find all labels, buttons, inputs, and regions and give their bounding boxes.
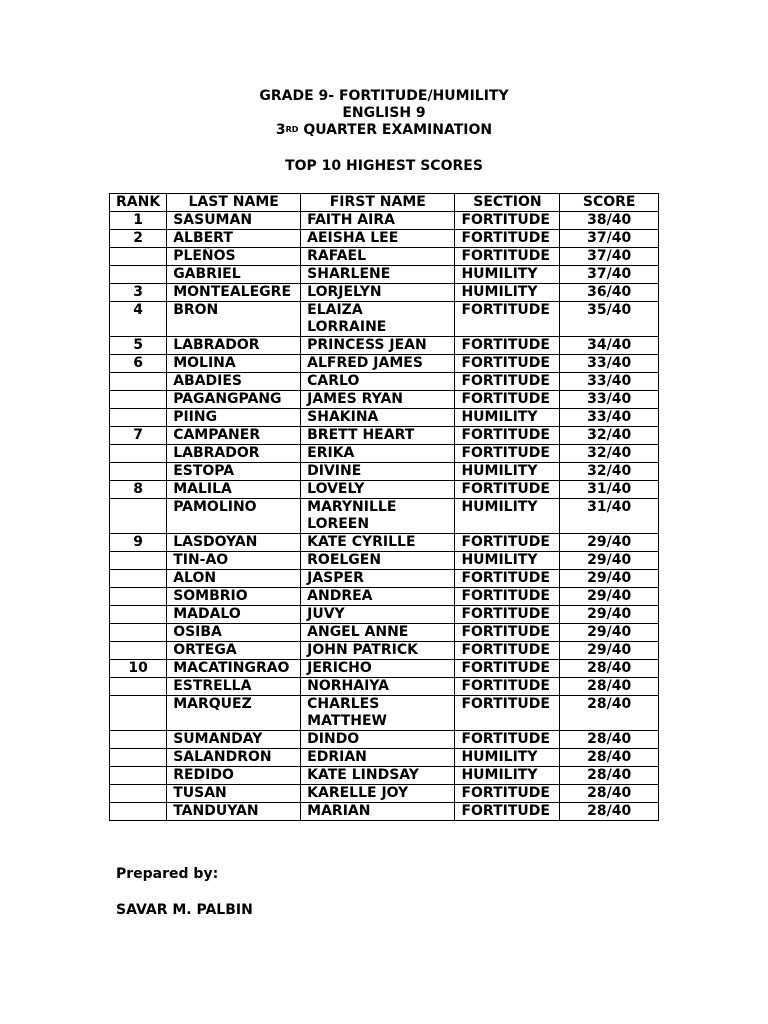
last-name-cell: PAMOLINO (167, 499, 301, 534)
table-row (110, 785, 659, 803)
last-name-cell: TIN-AO (167, 552, 301, 570)
first-name-cell: KATE LINDSAY (301, 767, 455, 785)
first-name-cell: JASPER (301, 570, 455, 588)
last-name-cell: SUMANDAY (167, 731, 301, 749)
table-row (110, 373, 659, 391)
score-cell: 32/40 (560, 427, 659, 445)
column-header-first-name: FIRST NAME (301, 194, 455, 212)
rank-cell (110, 445, 167, 463)
table-row (110, 230, 659, 248)
table-row (110, 284, 659, 302)
score-cell: 28/40 (560, 660, 659, 678)
section-cell: HUMILITY (455, 284, 560, 302)
scores-table (109, 193, 659, 821)
first-name-cell: JUVY (301, 606, 455, 624)
rank-cell (110, 588, 167, 606)
last-name-cell: ABADIES (167, 373, 301, 391)
last-name-cell: ORTEGA (167, 642, 301, 660)
last-name-cell: PLEÑOS (167, 248, 301, 266)
last-name-cell: ESTRELLA (167, 678, 301, 696)
first-name-cell: ANDREA (301, 588, 455, 606)
table-row (110, 642, 659, 660)
section-cell: FORTITUDE (455, 302, 560, 337)
table-row (110, 534, 659, 552)
table-row (110, 409, 659, 427)
document-subtitle: TOP 10 HIGHEST SCORES (285, 158, 483, 174)
last-name-cell: TANDUYAN (167, 803, 301, 821)
score-cell: 28/40 (560, 785, 659, 803)
score-cell: 34/40 (560, 337, 659, 355)
last-name-cell: REDIDO (167, 767, 301, 785)
document-header (0, 88, 768, 139)
rank-cell (110, 606, 167, 624)
last-name-cell: CAMPANER (167, 427, 301, 445)
header-exam-label: QUARTER EXAMINATION (298, 122, 493, 138)
first-name-cell: AEISHA LEE (301, 230, 455, 248)
score-cell: 29/40 (560, 606, 659, 624)
column-header-score: SCORE (560, 194, 659, 212)
rank-cell (110, 749, 167, 767)
table-row (110, 696, 659, 731)
section-cell: FORTITUDE (455, 696, 560, 731)
last-name-cell: MONTEALEGRE (167, 284, 301, 302)
rank-cell (110, 678, 167, 696)
first-name-cell: ALFRED JAMES (301, 355, 455, 373)
last-name-cell: BRON (167, 302, 301, 337)
last-name-cell: SOMBRIO (167, 588, 301, 606)
rank-cell: 2 (110, 230, 167, 248)
table-row (110, 803, 659, 821)
rank-cell: 4 (110, 302, 167, 337)
rank-cell (110, 803, 167, 821)
last-name-cell: MOLINA (167, 355, 301, 373)
first-name-cell: CHARLES MATTHEW (301, 696, 455, 731)
score-cell: 28/40 (560, 803, 659, 821)
table-row (110, 463, 659, 481)
score-cell: 35/40 (560, 302, 659, 337)
section-cell: FORTITUDE (455, 731, 560, 749)
score-cell: 37/40 (560, 230, 659, 248)
prepared-by-label: Prepared by: (116, 866, 219, 882)
table-row (110, 302, 659, 337)
rank-cell (110, 624, 167, 642)
last-name-cell: MALILA (167, 481, 301, 499)
header-quarter-number: 3 (275, 122, 286, 138)
score-cell: 38/40 (560, 212, 659, 230)
table-row (110, 606, 659, 624)
section-cell: HUMILITY (455, 767, 560, 785)
score-cell: 31/40 (560, 481, 659, 499)
section-cell: FORTITUDE (455, 230, 560, 248)
rank-cell (110, 373, 167, 391)
rank-cell (110, 570, 167, 588)
score-cell: 37/40 (560, 248, 659, 266)
rank-cell: 7 (110, 427, 167, 445)
first-name-cell: ELAIZA LORRAINE (301, 302, 455, 337)
table-row (110, 731, 659, 749)
last-name-cell: ALBERT (167, 230, 301, 248)
section-cell: FORTITUDE (455, 427, 560, 445)
table-row (110, 391, 659, 409)
section-cell: HUMILITY (455, 749, 560, 767)
rank-cell (110, 731, 167, 749)
score-cell: 32/40 (560, 445, 659, 463)
score-cell: 36/40 (560, 284, 659, 302)
rank-cell (110, 499, 167, 534)
table-row (110, 767, 659, 785)
table-row (110, 660, 659, 678)
score-cell: 37/40 (560, 266, 659, 284)
rank-cell: 9 (110, 534, 167, 552)
score-cell: 29/40 (560, 624, 659, 642)
first-name-cell: JAMES RYAN (301, 391, 455, 409)
table-row (110, 499, 659, 534)
first-name-cell: LOVELY (301, 481, 455, 499)
first-name-cell: NORHAIYA (301, 678, 455, 696)
column-header-section: SECTION (455, 194, 560, 212)
rank-cell: 5 (110, 337, 167, 355)
table-body (110, 212, 659, 821)
section-cell: FORTITUDE (455, 642, 560, 660)
last-name-cell: OSIBA (167, 624, 301, 642)
rank-cell (110, 696, 167, 731)
score-cell: 29/40 (560, 588, 659, 606)
last-name-cell: PAGANGPANG (167, 391, 301, 409)
rank-cell (110, 552, 167, 570)
first-name-cell: JOHN PATRICK (301, 642, 455, 660)
last-name-cell: SASUMAN (167, 212, 301, 230)
header-quarter-suffix: RD (285, 125, 299, 134)
score-cell: 33/40 (560, 409, 659, 427)
section-cell: FORTITUDE (455, 570, 560, 588)
section-cell: FORTITUDE (455, 624, 560, 642)
score-cell: 29/40 (560, 552, 659, 570)
score-cell: 28/40 (560, 749, 659, 767)
table-row (110, 355, 659, 373)
table-row (110, 266, 659, 284)
rank-cell (110, 409, 167, 427)
section-cell: HUMILITY (455, 266, 560, 284)
table-row (110, 212, 659, 230)
first-name-cell: ROELGEN (301, 552, 455, 570)
table-row (110, 678, 659, 696)
first-name-cell: PRINCESS JEAN (301, 337, 455, 355)
rank-cell: 10 (110, 660, 167, 678)
preparer-name: SAVAR M. PALBIN (116, 902, 253, 918)
first-name-cell: DIVINE (301, 463, 455, 481)
last-name-cell: MACATINGRAO (167, 660, 301, 678)
section-cell: FORTITUDE (455, 373, 560, 391)
first-name-cell: BRETT HEART (301, 427, 455, 445)
header-subject: ENGLISH 9 (342, 105, 426, 121)
last-name-cell: LABRADOR (167, 445, 301, 463)
header-grade-section: GRADE 9- FORTITUDE/HUMILITY (259, 88, 509, 104)
rank-cell (110, 391, 167, 409)
last-name-cell: MADALO (167, 606, 301, 624)
section-cell: FORTITUDE (455, 445, 560, 463)
rank-cell (110, 642, 167, 660)
score-cell: 31/40 (560, 499, 659, 534)
last-name-cell: SALANDRON (167, 749, 301, 767)
section-cell: HUMILITY (455, 463, 560, 481)
first-name-cell: MARYNILLE LOREEN (301, 499, 455, 534)
first-name-cell: KATE CYRILLE (301, 534, 455, 552)
last-name-cell: TUSAN (167, 785, 301, 803)
score-cell: 28/40 (560, 678, 659, 696)
table-row (110, 624, 659, 642)
first-name-cell: EDRIAN (301, 749, 455, 767)
section-cell: FORTITUDE (455, 803, 560, 821)
last-name-cell: LASDOYAN (167, 534, 301, 552)
table-row (110, 588, 659, 606)
section-cell: FORTITUDE (455, 678, 560, 696)
first-name-cell: ERIKA (301, 445, 455, 463)
rank-cell (110, 767, 167, 785)
rank-cell (110, 785, 167, 803)
score-cell: 32/40 (560, 463, 659, 481)
table-row (110, 552, 659, 570)
section-cell: FORTITUDE (455, 337, 560, 355)
table-row (110, 481, 659, 499)
column-header-last-name: LAST NAME (167, 194, 301, 212)
last-name-cell: GABRIEL (167, 266, 301, 284)
section-cell: FORTITUDE (455, 785, 560, 803)
section-cell: FORTITUDE (455, 212, 560, 230)
first-name-cell: MARIAN (301, 803, 455, 821)
section-cell: FORTITUDE (455, 606, 560, 624)
rank-cell: 1 (110, 212, 167, 230)
score-cell: 28/40 (560, 696, 659, 731)
rank-cell (110, 266, 167, 284)
section-cell: HUMILITY (455, 499, 560, 534)
score-cell: 33/40 (560, 355, 659, 373)
rank-cell (110, 248, 167, 266)
section-cell: HUMILITY (455, 409, 560, 427)
score-cell: 33/40 (560, 391, 659, 409)
score-cell: 29/40 (560, 570, 659, 588)
header-exam-title (0, 122, 768, 139)
rank-cell: 6 (110, 355, 167, 373)
table-header-row (110, 194, 659, 212)
column-header-rank: RANK (110, 194, 167, 212)
section-cell: FORTITUDE (455, 391, 560, 409)
section-cell: FORTITUDE (455, 588, 560, 606)
rank-cell (110, 463, 167, 481)
first-name-cell: LORJELYN (301, 284, 455, 302)
first-name-cell: SHARLENE (301, 266, 455, 284)
section-cell: FORTITUDE (455, 481, 560, 499)
section-cell: HUMILITY (455, 552, 560, 570)
table-row (110, 337, 659, 355)
last-name-cell: MARQUEZ (167, 696, 301, 731)
score-cell: 29/40 (560, 534, 659, 552)
table-row (110, 445, 659, 463)
section-cell: FORTITUDE (455, 248, 560, 266)
score-cell: 29/40 (560, 642, 659, 660)
last-name-cell: ALON (167, 570, 301, 588)
first-name-cell: SHAKINA (301, 409, 455, 427)
table-row (110, 427, 659, 445)
first-name-cell: RAFAEL (301, 248, 455, 266)
first-name-cell: CARLO (301, 373, 455, 391)
section-cell: FORTITUDE (455, 660, 560, 678)
first-name-cell: KARELLE JOY (301, 785, 455, 803)
table-row (110, 749, 659, 767)
score-cell: 28/40 (560, 767, 659, 785)
first-name-cell: DINDO (301, 731, 455, 749)
rank-cell: 3 (110, 284, 167, 302)
rank-cell: 8 (110, 481, 167, 499)
section-cell: FORTITUDE (455, 534, 560, 552)
table-row (110, 248, 659, 266)
score-cell: 28/40 (560, 731, 659, 749)
last-name-cell: LABRADOR (167, 337, 301, 355)
last-name-cell: PIING (167, 409, 301, 427)
score-cell: 33/40 (560, 373, 659, 391)
first-name-cell: ANGEL ANNE (301, 624, 455, 642)
section-cell: FORTITUDE (455, 355, 560, 373)
table-row (110, 570, 659, 588)
first-name-cell: FAITH AIRA (301, 212, 455, 230)
first-name-cell: JERICHO (301, 660, 455, 678)
last-name-cell: ESTOPA (167, 463, 301, 481)
